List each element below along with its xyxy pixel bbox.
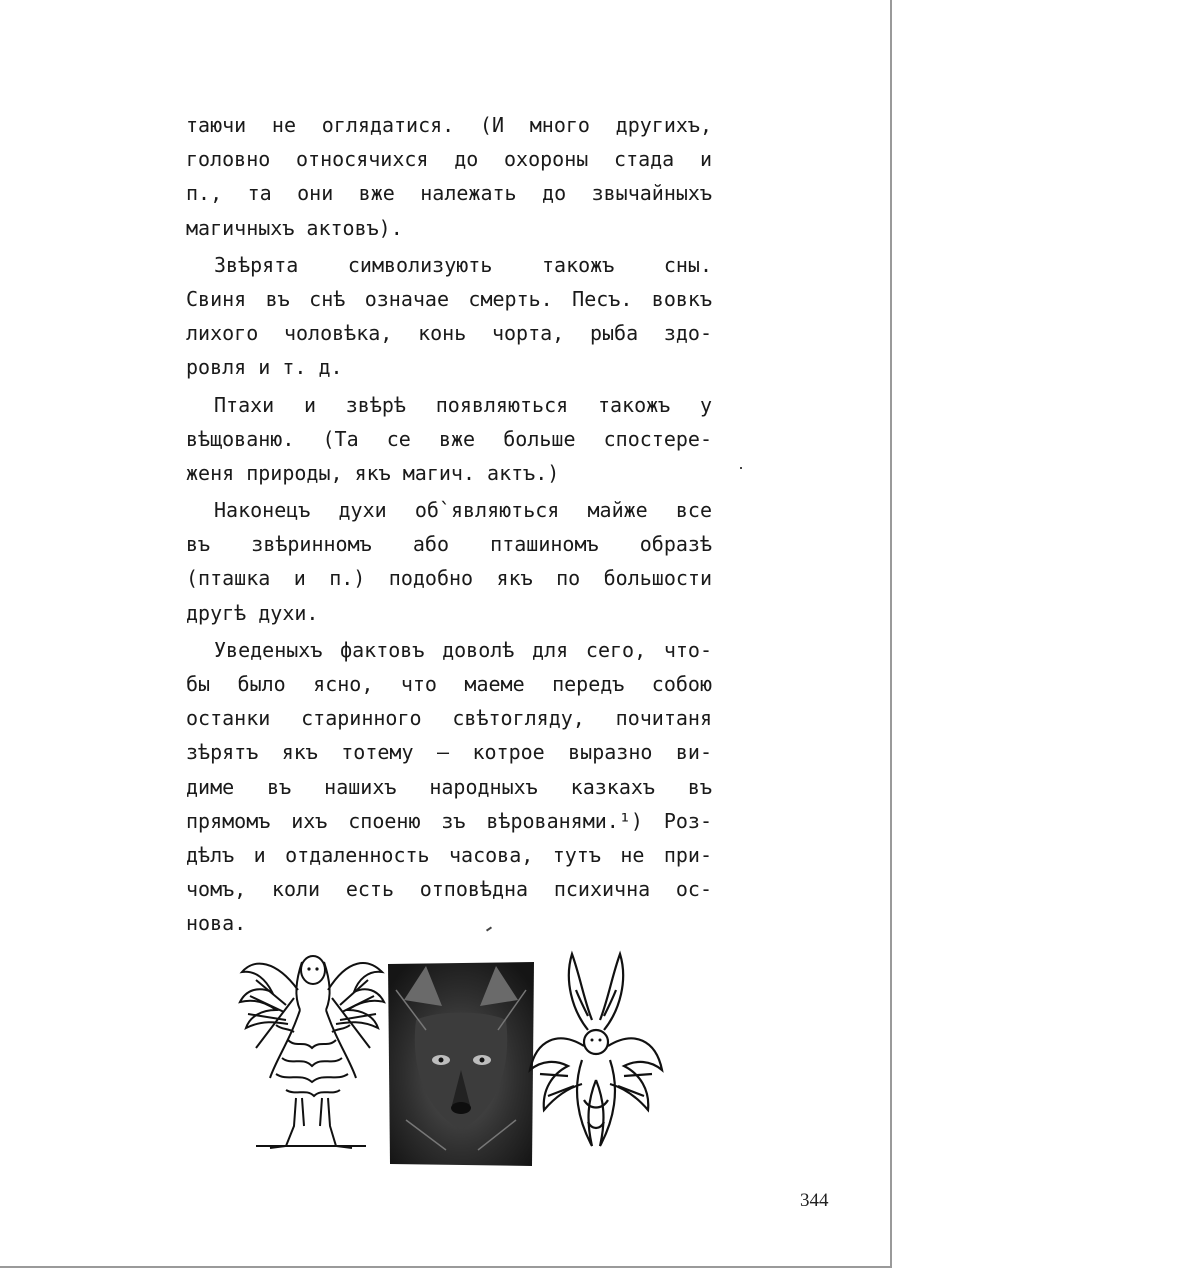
seraph-illustration xyxy=(528,950,664,1160)
text-line: Звѣрята символизують такожъ сны. xyxy=(214,252,712,277)
paragraph xyxy=(186,108,712,245)
text-line: дѣлъ и отдаленность часова, тутъ не при- xyxy=(186,842,712,867)
paragraph xyxy=(186,633,712,941)
text-line: Уведеныхъ фактовъ доволѣ для сего, что- xyxy=(214,637,712,662)
page-body-text xyxy=(186,108,712,941)
wolf-photo-illustration xyxy=(386,960,536,1168)
text-line: п., та они вже належать до звычайныхъ xyxy=(186,181,712,206)
paragraph xyxy=(186,493,712,630)
text-line: Наконецъ духи об`являються майже все xyxy=(214,498,712,523)
text-line: диме въ нашихъ народныхъ казкахъ въ xyxy=(186,774,712,799)
text-line: прямомъ ихъ споеню зъ вѣрованями.¹) Роз- xyxy=(186,808,712,833)
page-number: 344 xyxy=(800,1190,829,1211)
winged-siren-illustration xyxy=(236,950,386,1155)
text-line: Птахи и звѣрѣ появляються такожъ у xyxy=(214,392,712,417)
text-line: головно относячихся до охороны стада и xyxy=(186,147,712,172)
text-line: зѣрятъ якъ тотему — котрое выразно ви- xyxy=(186,740,712,765)
text-line: въ звѣринномъ або пташиномъ образѣ xyxy=(186,532,712,557)
text-line: женя природы, якъ магич. актъ.) xyxy=(186,460,560,485)
text-line: другѣ духи. xyxy=(186,600,319,625)
text-line: ровля и т. д. xyxy=(186,355,343,380)
text-line: (пташка и п.) подобно якъ по большости xyxy=(186,566,712,591)
paragraph xyxy=(186,248,712,385)
print-speck xyxy=(740,467,742,469)
text-line: таючи не оглядатися. (И много другихъ, xyxy=(186,113,712,137)
text-line: вѣщованю. (Та се вже больше спостере- xyxy=(186,426,712,451)
text-line: магичныхъ актовъ). xyxy=(186,215,403,240)
paragraph xyxy=(186,388,712,491)
text-line: лихого чоловѣка, конь чорта, рыба здо- xyxy=(186,321,712,346)
text-line: бы было ясно, что маеме передъ собою xyxy=(186,672,712,696)
text-line: нова. xyxy=(186,911,247,936)
text-line: чомъ, коли есть отповѣдна психична ос- xyxy=(186,877,712,902)
text-line: останки старинного свѣтогляду, почитаня xyxy=(186,706,712,731)
illustrations-row xyxy=(236,950,666,1170)
text-line: Свиня въ снѣ означае смерть. Песъ. вовкъ xyxy=(186,286,712,311)
